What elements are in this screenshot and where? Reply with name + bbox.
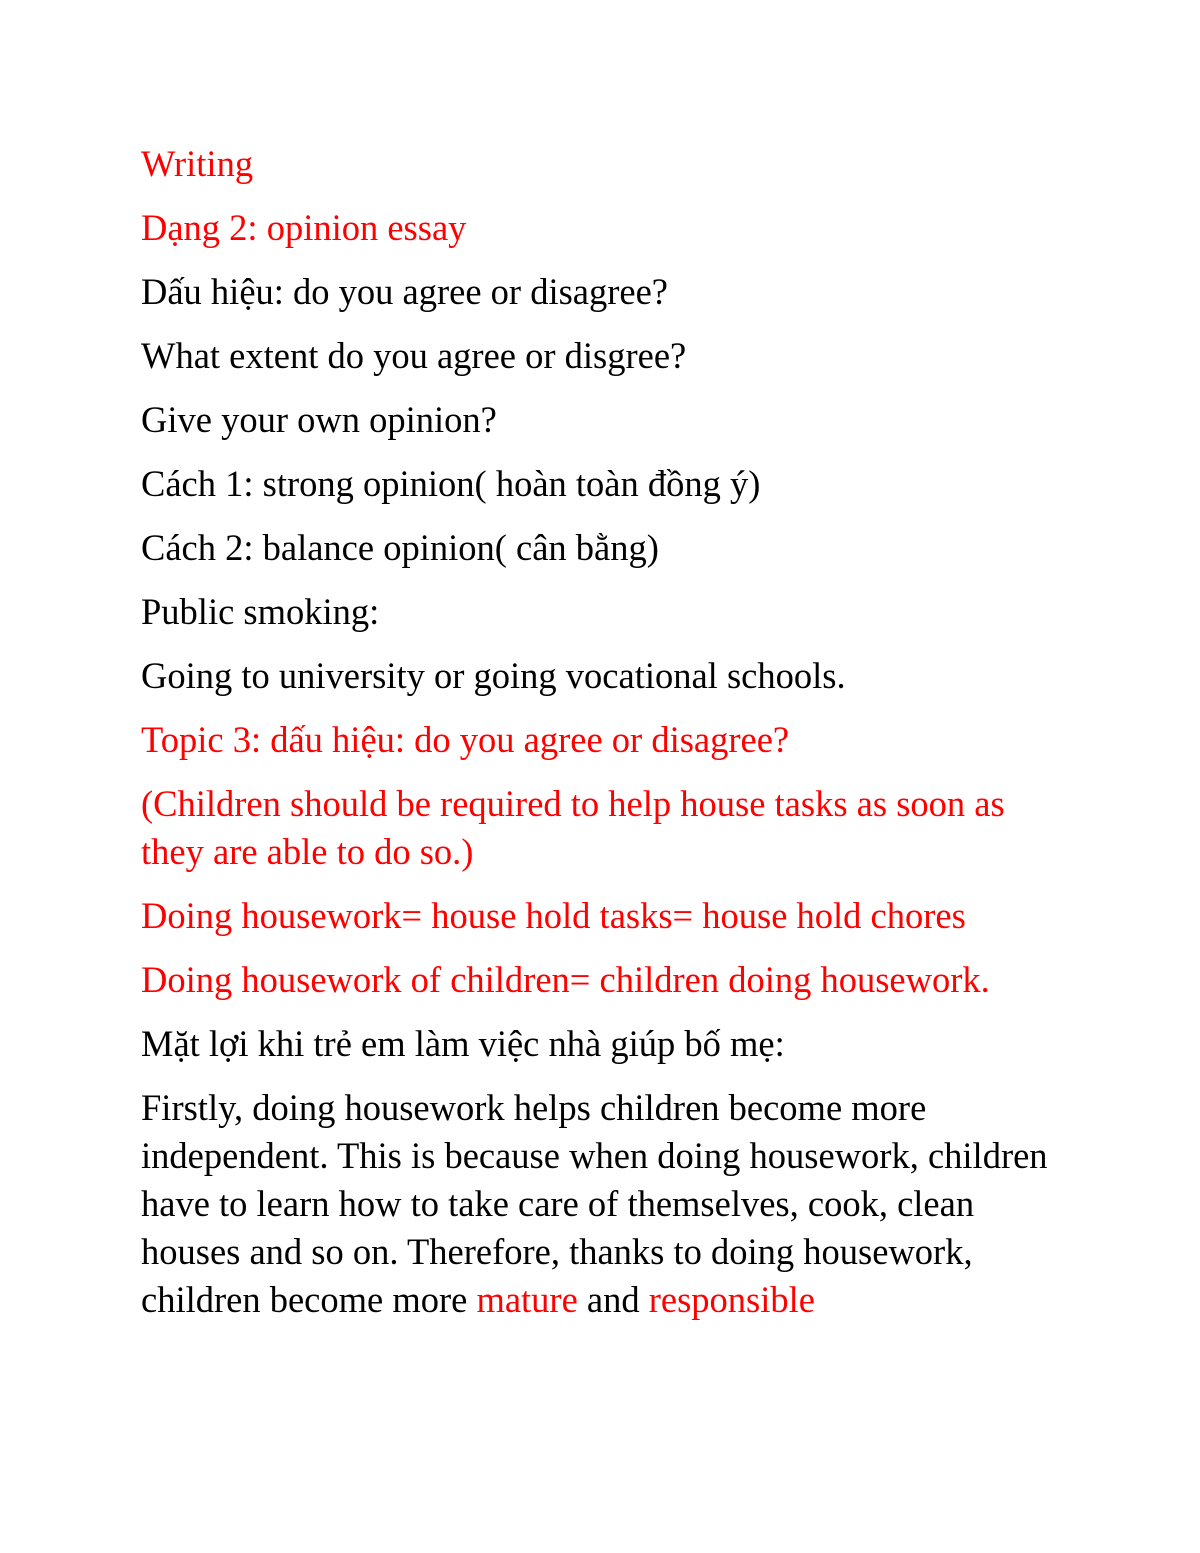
line-housework-synonyms: Doing housework= house hold tasks= house hold chores: [141, 895, 966, 936]
line-public-smoking: Public smoking:: [141, 591, 380, 632]
line-signs: Dấu hiệu: do you agree or disagree?: [141, 271, 669, 312]
heading-writing: Writing: [141, 143, 254, 184]
heading-opinion-essay: Dạng 2: opinion essay: [141, 207, 467, 248]
line-give-opinion: Give your own opinion?: [141, 399, 497, 440]
heading-topic-3: Topic 3: dấu hiệu: do you agree or disagree?: [141, 719, 790, 760]
line-method-1: Cách 1: strong opinion( hoàn toàn đồng ý): [141, 463, 761, 504]
document-body: [141, 140, 1061, 1340]
line-university-vocational: Going to university or going vocational schools.: [141, 655, 846, 696]
highlight-responsible: responsible: [648, 1279, 815, 1320]
paragraph-firstly: [141, 1084, 1061, 1324]
connector-and: and: [577, 1279, 649, 1320]
line-housework-children: Doing housework of children= children doing housework.: [141, 959, 990, 1000]
line-method-2: Cách 2: balance opinion( cân bằng): [141, 527, 659, 568]
line-benefits-heading: Mặt lợi khi trẻ em làm việc nhà giúp bố mẹ:: [141, 1023, 785, 1064]
line-children-required: (Children should be required to help house tasks as soon as they are able to do so.): [141, 783, 1005, 872]
highlight-mature: mature: [476, 1279, 578, 1320]
paragraph-firstly-text: Firstly, doing housework helps children become more independent. This is because when doing housework, children have to learn how to take care of themselves, cook, clean houses and so on. Therefore, thanks to doing housework, children become more: [141, 1087, 1048, 1320]
line-what-extent: What extent do you agree or disgree?: [141, 335, 687, 376]
